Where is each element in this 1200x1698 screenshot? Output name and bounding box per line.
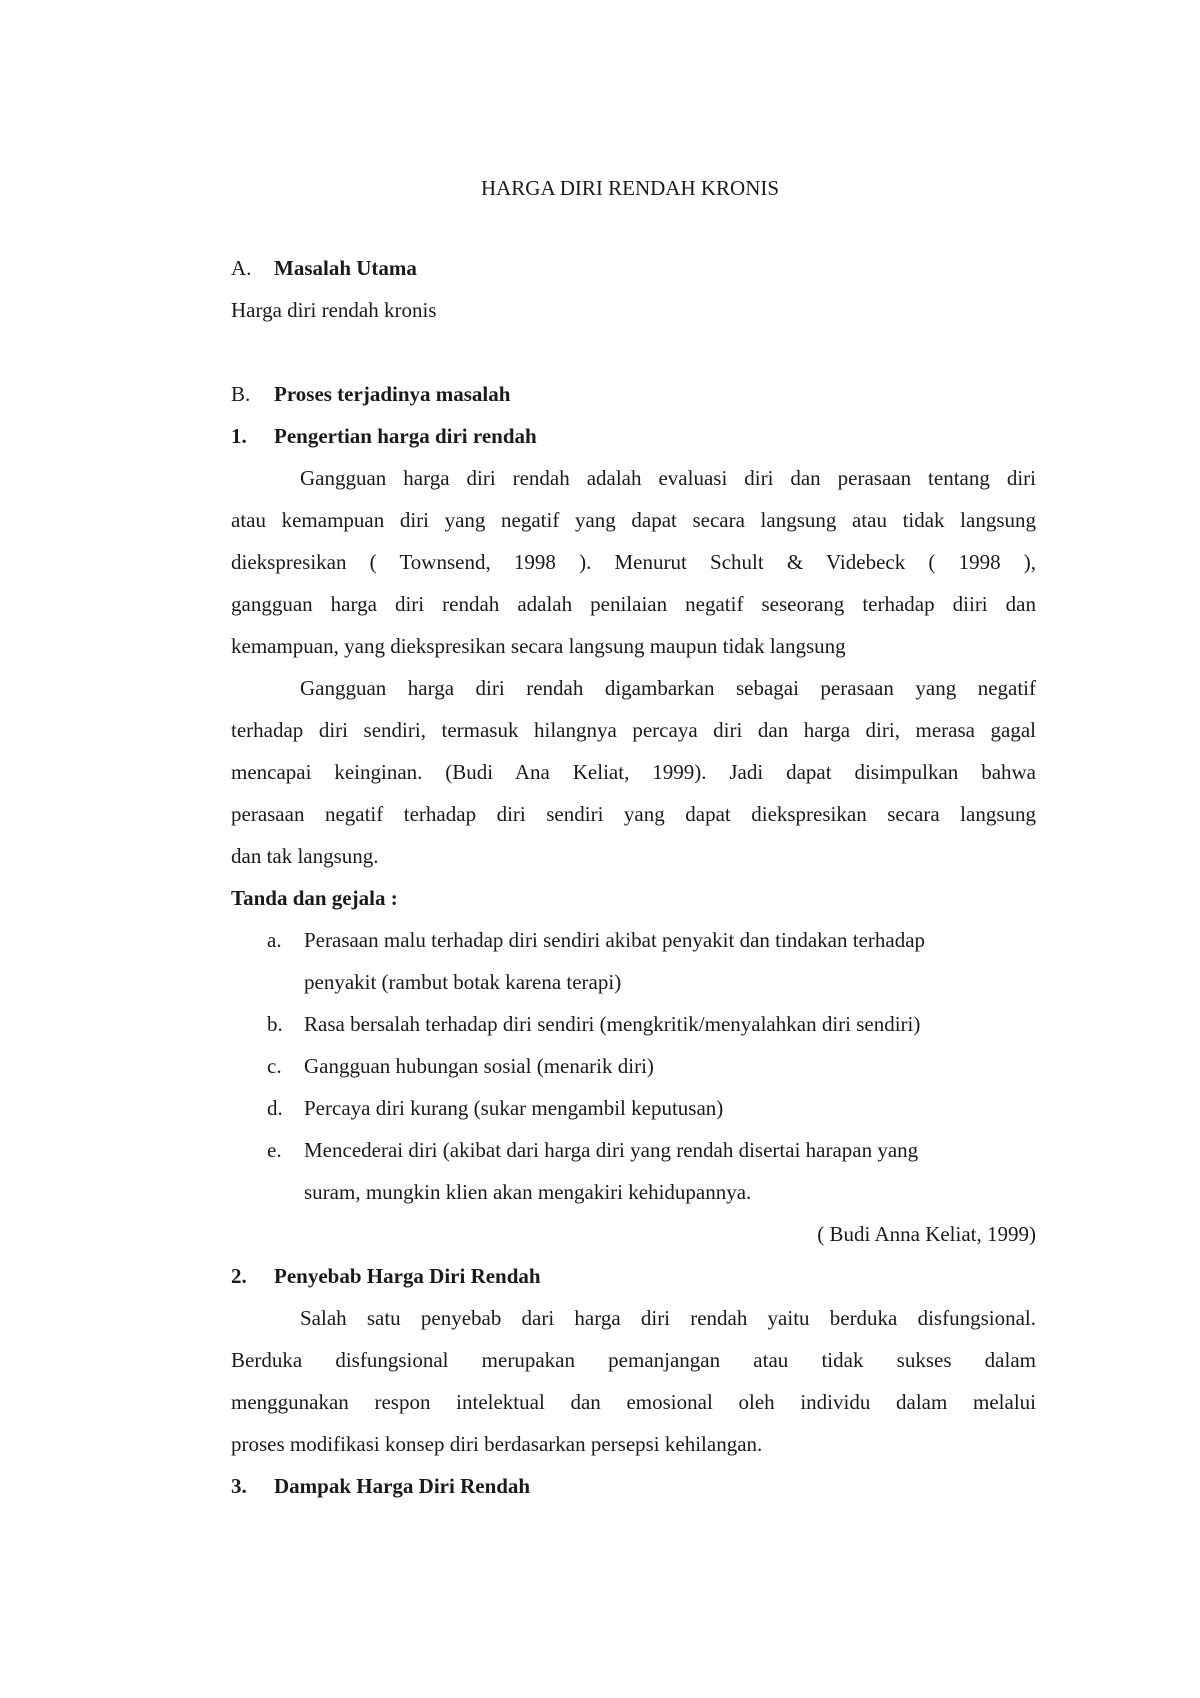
paragraph-line: Gangguan harga diri rendah digambarkan sebagai perasaan yang negatif xyxy=(300,676,1036,700)
section-a-heading: Masalah Utama xyxy=(274,256,417,280)
list-item-marker: d. xyxy=(267,1096,283,1120)
list-item-text: Rasa bersalah terhadap diri sendiri (mengkritik/menyalahkan diri sendiri) xyxy=(304,1012,921,1036)
list-item-text: Perasaan malu terhadap diri sendiri akibat penyakit dan tindakan terhadap xyxy=(304,928,926,952)
paragraph-line: Salah satu penyebab dari harga diri rendah yaitu berduka disfungsional. xyxy=(300,1306,1036,1330)
list-item-marker: c. xyxy=(267,1054,282,1078)
document-title: HARGA DIRI RENDAH KRONIS xyxy=(480,176,780,200)
paragraph-line: proses modifikasi konsep diri berdasarkan persepsi kehilangan. xyxy=(231,1432,763,1456)
paragraph-line: atau kemampuan diri yang negatif yang dapat secara langsung atau tidak langsung xyxy=(231,508,1036,532)
list-item-marker: e. xyxy=(267,1138,282,1162)
paragraph-line: Gangguan harga diri rendah adalah evaluasi diri dan perasaan tentang diri xyxy=(300,466,1036,490)
subsection-3-number: 3. xyxy=(231,1474,247,1498)
subsection-3-heading: Dampak Harga Diri Rendah xyxy=(274,1474,531,1498)
list-item-text: Mencederai diri (akibat dari harga diri yang rendah disertai harapan yang xyxy=(304,1138,919,1162)
subsection-1-heading: Pengertian harga diri rendah xyxy=(274,424,537,448)
paragraph-line: perasaan negatif terhadap diri sendiri yang dapat diekspresikan secara langsung xyxy=(231,802,1036,826)
list-item-text: penyakit (rambut botak karena terapi) xyxy=(304,970,622,994)
subsection-2-heading: Penyebab Harga Diri Rendah xyxy=(274,1264,541,1288)
section-a-label: A. xyxy=(231,256,252,280)
paragraph-line: dan tak langsung. xyxy=(231,844,379,868)
section-b-label: B. xyxy=(231,382,251,406)
subsection-2-number: 2. xyxy=(231,1264,247,1288)
citation: ( Budi Anna Keliat, 1999) xyxy=(817,1222,1036,1246)
list-item-text: suram, mungkin klien akan mengakiri kehidupannya. xyxy=(304,1180,752,1204)
subsection-1-number: 1. xyxy=(231,424,247,448)
section-a-text: Harga diri rendah kronis xyxy=(231,298,437,322)
paragraph-line: mencapai keinginan. (Budi Ana Keliat, 1999). Jadi dapat disimpulkan bahwa xyxy=(231,760,1036,784)
paragraph-line: menggunakan respon intelektual dan emosional oleh individu dalam melalui xyxy=(231,1390,1036,1414)
paragraph-line: terhadap diri sendiri, termasuk hilangnya percaya diri dan harga diri, merasa gagal xyxy=(231,718,1036,742)
signs-heading: Tanda dan gejala : xyxy=(231,886,398,910)
paragraph-line: Berduka disfungsional merupakan pemanjangan atau tidak sukses dalam xyxy=(231,1348,1036,1372)
section-b-heading: Proses terjadinya masalah xyxy=(274,382,511,406)
list-item-text: Gangguan hubungan sosial (menarik diri) xyxy=(304,1054,654,1078)
list-item-marker: b. xyxy=(267,1012,283,1036)
paragraph-line: kemampuan, yang diekspresikan secara langsung maupun tidak langsung xyxy=(231,634,846,658)
paragraph-line: diekspresikan ( Townsend, 1998 ). Menurut Schult & Videbeck ( 1998 ), xyxy=(231,550,1036,574)
paragraph-line: gangguan harga diri rendah adalah penilaian negatif seseorang terhadap diiri dan xyxy=(231,592,1036,616)
list-item-marker: a. xyxy=(267,928,282,952)
list-item-text: Percaya diri kurang (sukar mengambil keputusan) xyxy=(304,1096,724,1120)
